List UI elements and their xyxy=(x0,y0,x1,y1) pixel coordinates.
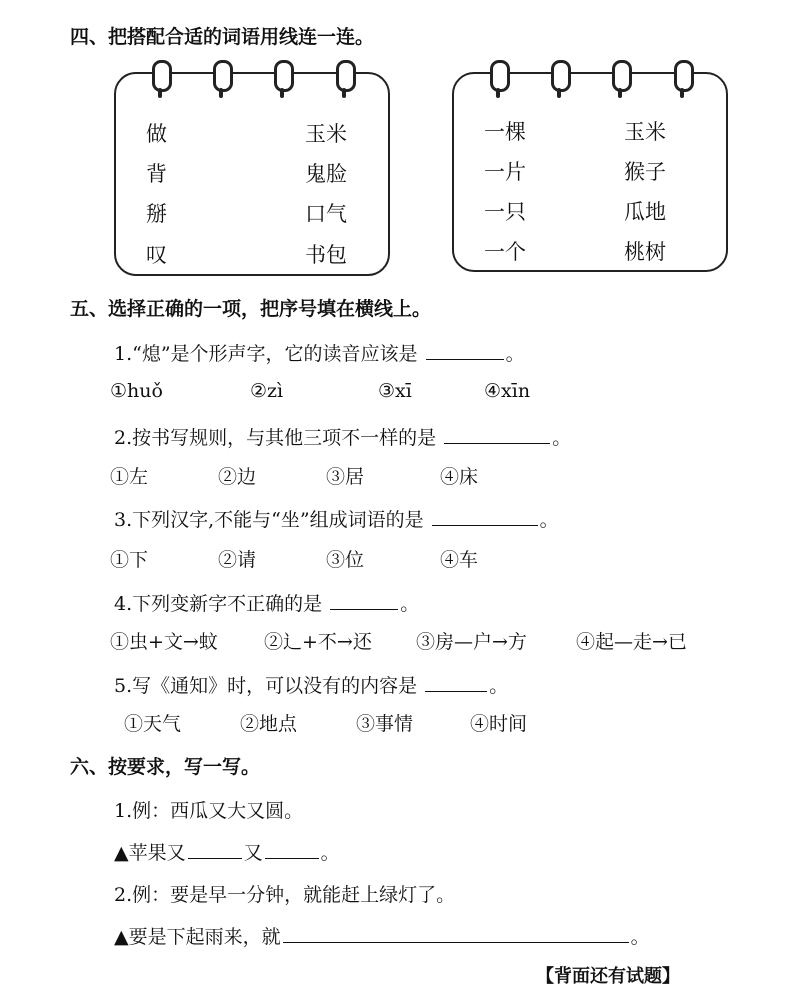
option[interactable]: ④时间 xyxy=(470,713,528,735)
option[interactable]: ④床 xyxy=(440,466,479,488)
card2-left-word[interactable]: 一个 xyxy=(484,240,526,264)
option[interactable]: ③房—户→方 xyxy=(416,631,527,653)
example-1: 1.例：西瓜又大又圆。 xyxy=(114,800,304,822)
option[interactable]: ①天气 xyxy=(124,713,182,735)
card2-left-word[interactable]: 一棵 xyxy=(484,120,526,144)
binder-ring-icon xyxy=(152,60,172,92)
card1-right-word[interactable]: 玉米 xyxy=(305,122,347,146)
option[interactable]: ③位 xyxy=(326,549,365,571)
card1-left-word[interactable]: 叹 xyxy=(146,243,167,267)
card2-left-word[interactable]: 一只 xyxy=(484,200,526,224)
card2-right-word[interactable]: 桃树 xyxy=(624,240,666,264)
binder-ring-icon xyxy=(274,60,294,92)
answer-blank[interactable] xyxy=(265,840,319,859)
option[interactable]: ④xīn xyxy=(484,380,531,402)
card2-right-word[interactable]: 猴子 xyxy=(624,160,666,184)
binder-ring-icon xyxy=(490,60,510,92)
card1-right-word[interactable]: 口气 xyxy=(305,202,347,226)
option[interactable]: ②地点 xyxy=(240,713,298,735)
example-2: 2.例：要是早一分钟，就能赶上绿灯了。 xyxy=(114,884,456,906)
question-text: 1.“熄”是个形声字，它的读音应该是 xyxy=(114,343,418,365)
answer-blank[interactable] xyxy=(188,840,242,859)
card1-left-word[interactable]: 背 xyxy=(146,162,167,186)
card1-left-word[interactable]: 做 xyxy=(146,122,167,146)
answer-blank[interactable] xyxy=(432,507,538,526)
option[interactable]: ②zì xyxy=(250,380,284,402)
question-text: 3.下列汉字,不能与“坐”组成词语的是 xyxy=(114,509,424,531)
answer-blank[interactable] xyxy=(425,673,487,692)
footer-note: 【背面还有试题】 xyxy=(536,966,680,987)
option[interactable]: ①左 xyxy=(110,466,149,488)
question-1: 1.“熄”是个形声字，它的读音应该是 。 xyxy=(114,343,525,365)
option[interactable]: ①下 xyxy=(110,549,149,571)
answer-blank[interactable] xyxy=(283,924,629,943)
card1-right-word[interactable]: 书包 xyxy=(305,243,347,267)
card1-right-word[interactable]: 鬼脸 xyxy=(305,162,347,186)
option[interactable]: ②边 xyxy=(218,466,257,488)
binder-ring-icon xyxy=(612,60,632,92)
binder-ring-icon xyxy=(213,60,233,92)
option[interactable]: ③事情 xyxy=(356,713,414,735)
binder-ring-icon xyxy=(336,60,356,92)
section-6-title: 六、按要求，写一写。 xyxy=(70,756,261,778)
option[interactable]: ②请 xyxy=(218,549,257,571)
task-1: ▲苹果又 又 。 xyxy=(114,842,340,864)
question-text: 5.写《通知》时，可以没有的内容是 xyxy=(114,675,418,697)
question-4: 4.下列变新字不正确的是 。 xyxy=(114,593,420,615)
option[interactable]: ②辶+不→还 xyxy=(264,631,372,653)
question-2: 2.按书写规则，与其他三项不一样的是 。 xyxy=(114,427,572,449)
option[interactable]: ④车 xyxy=(440,549,479,571)
option[interactable]: ③居 xyxy=(326,466,365,488)
card1-left-word[interactable]: 掰 xyxy=(146,202,167,226)
question-5: 5.写《通知》时，可以没有的内容是 。 xyxy=(114,675,509,697)
answer-blank[interactable] xyxy=(444,425,550,444)
card2-right-word[interactable]: 玉米 xyxy=(624,120,666,144)
binder-ring-icon xyxy=(674,60,694,92)
answer-blank[interactable] xyxy=(330,591,398,610)
section-5-title: 五、选择正确的一项，把序号填在横线上。 xyxy=(70,298,432,320)
option[interactable]: ①huǒ xyxy=(110,380,163,402)
option[interactable]: ④起—走→已 xyxy=(576,631,687,653)
question-text: 2.按书写规则，与其他三项不一样的是 xyxy=(114,427,437,449)
option[interactable]: ①虫+文→蚊 xyxy=(110,631,218,653)
question-text: 4.下列变新字不正确的是 xyxy=(114,593,323,615)
section-4-title: 四、把搭配合适的词语用线连一连。 xyxy=(70,26,375,48)
option[interactable]: ③xī xyxy=(378,380,412,402)
binder-ring-icon xyxy=(551,60,571,92)
question-3: 3.下列汉字,不能与“坐”组成词语的是 。 xyxy=(114,509,559,531)
task-2: ▲要是下起雨来，就 。 xyxy=(114,926,650,948)
card2-right-word[interactable]: 瓜地 xyxy=(624,200,666,224)
answer-blank[interactable] xyxy=(426,341,504,360)
card2-left-word[interactable]: 一片 xyxy=(484,160,526,184)
